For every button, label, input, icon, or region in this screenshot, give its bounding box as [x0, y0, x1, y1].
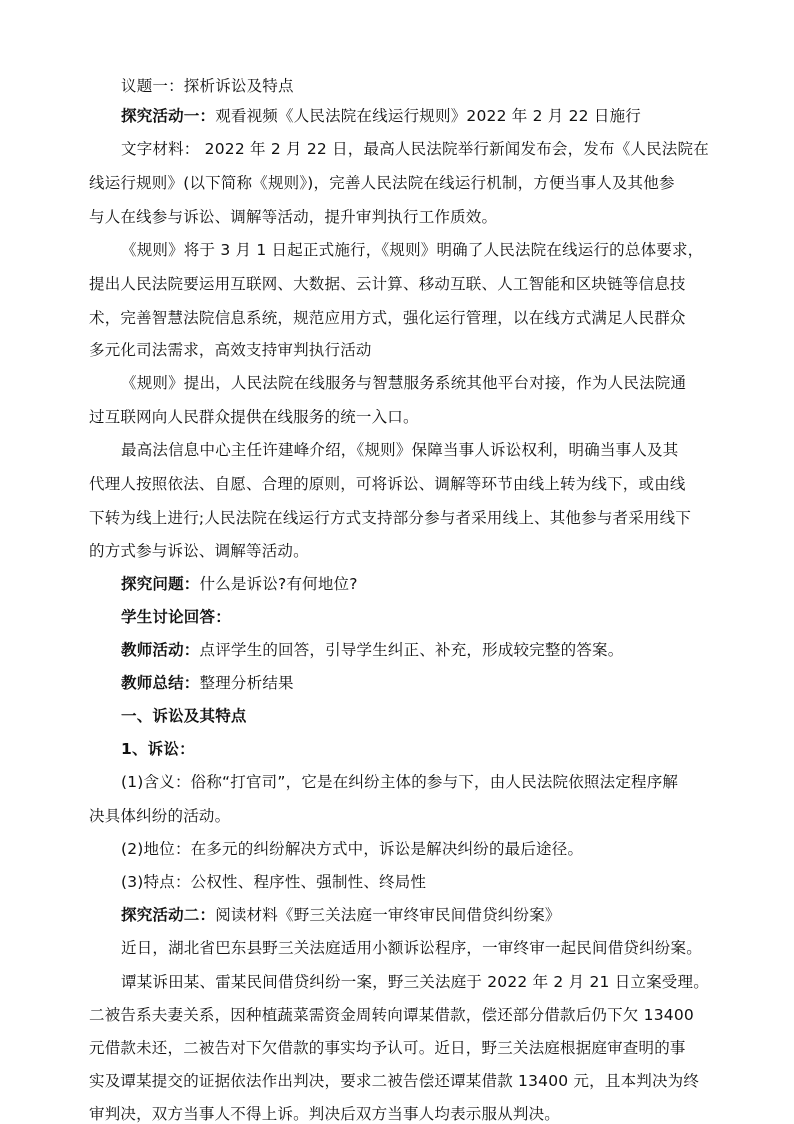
activity-two-label: 探究活动二：: [121, 906, 216, 924]
material-line-1: [121, 139, 709, 159]
para6-line-5: 审判决，双方当事人不得上诉。判决后双方当事人均表示服从判决。: [89, 1105, 561, 1123]
para6-line-2: 二被告系夫妻关系，因种植蔬菜需资金周转向谭某借款，偿还部分借款后仍下欠 13400: [89, 1006, 694, 1024]
question-line: [121, 574, 358, 594]
question-label: 探究问题：: [121, 575, 200, 593]
para6-line-4: 实及谭某提交的证据依法作出判决，要求二被告偿还谭某借款 13400 元，且本判决为终: [89, 1072, 700, 1090]
activity-one-label: 探究活动一：: [121, 107, 216, 125]
teacher-summary-label: 教师总结：: [121, 674, 200, 692]
teacher-activity-label: 教师活动：: [121, 641, 200, 659]
teacher-summary-line: [121, 673, 294, 693]
material-line-3: 与人在线参与诉讼、调解等活动，提升审判执行工作质效。: [89, 208, 498, 226]
topic-heading: 议题一：探析诉讼及特点: [121, 77, 294, 95]
activity-one: [121, 106, 641, 126]
para6-line-3: 元借款未还，二被告对下欠借款的事实均予认可。近日，野三关法庭根据庭审查明的事: [89, 1039, 686, 1057]
material-line-2: 线运行规则》(以下简称《规则》)，完善人民法院在线运行机制，方便当事人及其他参: [89, 174, 675, 192]
para3-line-2: 过互联网向人民群众提供在线服务的统一入口。: [89, 408, 419, 426]
section-heading: 一、诉讼及其特点: [121, 707, 247, 725]
material-label: 文字材料：: [121, 140, 200, 158]
teacher-activity-text: 点评学生的回答，引导学生纠正、补充，形成较完整的答案。: [199, 641, 624, 659]
para2-line-3: 术，完善智慧法院信息系统，规范应用方式，强化运行管理，以在线方式满足人民群众: [89, 309, 686, 327]
para4-line-3: 下转为线上进行;人民法院在线运行方式支持部分参与者采用线上、其他参与者采用线下: [89, 509, 692, 527]
item2-line: (2)地位：在多元的纠纷解决方式中，诉讼是解决纠纷的最后途径。: [121, 840, 584, 858]
discussion-label: 学生讨论回答：: [121, 608, 231, 626]
activity-one-text: 观看视频《人民法院在线运行规则》2022 年 2 月 22 日施行: [215, 107, 641, 125]
item3-line: (3)特点：公权性、程序性、强制性、终局性: [121, 873, 427, 891]
activity-two: [121, 905, 561, 925]
item1-line-2: 决具体纠纷的活动。: [89, 807, 231, 825]
teacher-activity-line: [121, 640, 623, 660]
para2-line-1: 《规则》将于 3 月 1 日起正式施行，《规则》明确了人民法院在线运行的总体要求，: [121, 241, 704, 259]
question-text: 什么是诉讼?有何地位?: [199, 575, 358, 593]
para5-line: 近日，湖北省巴东县野三关法庭适用小额诉讼程序，一审终审一起民间借贷纠纷案。: [121, 939, 702, 957]
para4-line-2: 代理人按照依法、自愿、合理的原则，可将诉讼、调解等环节由线上转为线下，或由线: [89, 475, 686, 493]
para2-line-2: 提出人民法院要运用互联网、大数据、云计算、移动互联、人工智能和区块链等信息技: [89, 275, 686, 293]
activity-two-text: 阅读材料《野三关法庭一审终审民间借贷纠纷案》: [215, 906, 561, 924]
teacher-summary-text: 整理分析结果: [199, 674, 294, 692]
item1-line-1: (1)含义：俗称“打官司”，它是在纠纷主体的参与下，由人民法院依照法定程序解: [121, 773, 679, 791]
para2-line-4: 多元化司法需求，高效支持审判执行活动: [89, 341, 372, 359]
material-text-1: 2022 年 2 月 22 日，最高人民法院举行新闻发布会，发布《人民法院在: [199, 140, 709, 158]
para6-line-1: 谭某诉田某、雷某民间借贷纠纷一案，野三关法庭于 2022 年 2 月 21 日立案受理。: [121, 973, 709, 991]
subsection-heading: 1、诉讼：: [121, 740, 195, 758]
para3-line-1: 《规则》提出，人民法院在线服务与智慧服务系统其他平台对接，作为人民法院通: [121, 374, 687, 392]
para4-line-4: 的方式参与诉讼、调解等活动。: [89, 542, 309, 560]
para4-line-1: 最高法信息中心主任许建峰介绍，《规则》保障当事人诉讼权利，明确当事人及其: [121, 441, 679, 459]
